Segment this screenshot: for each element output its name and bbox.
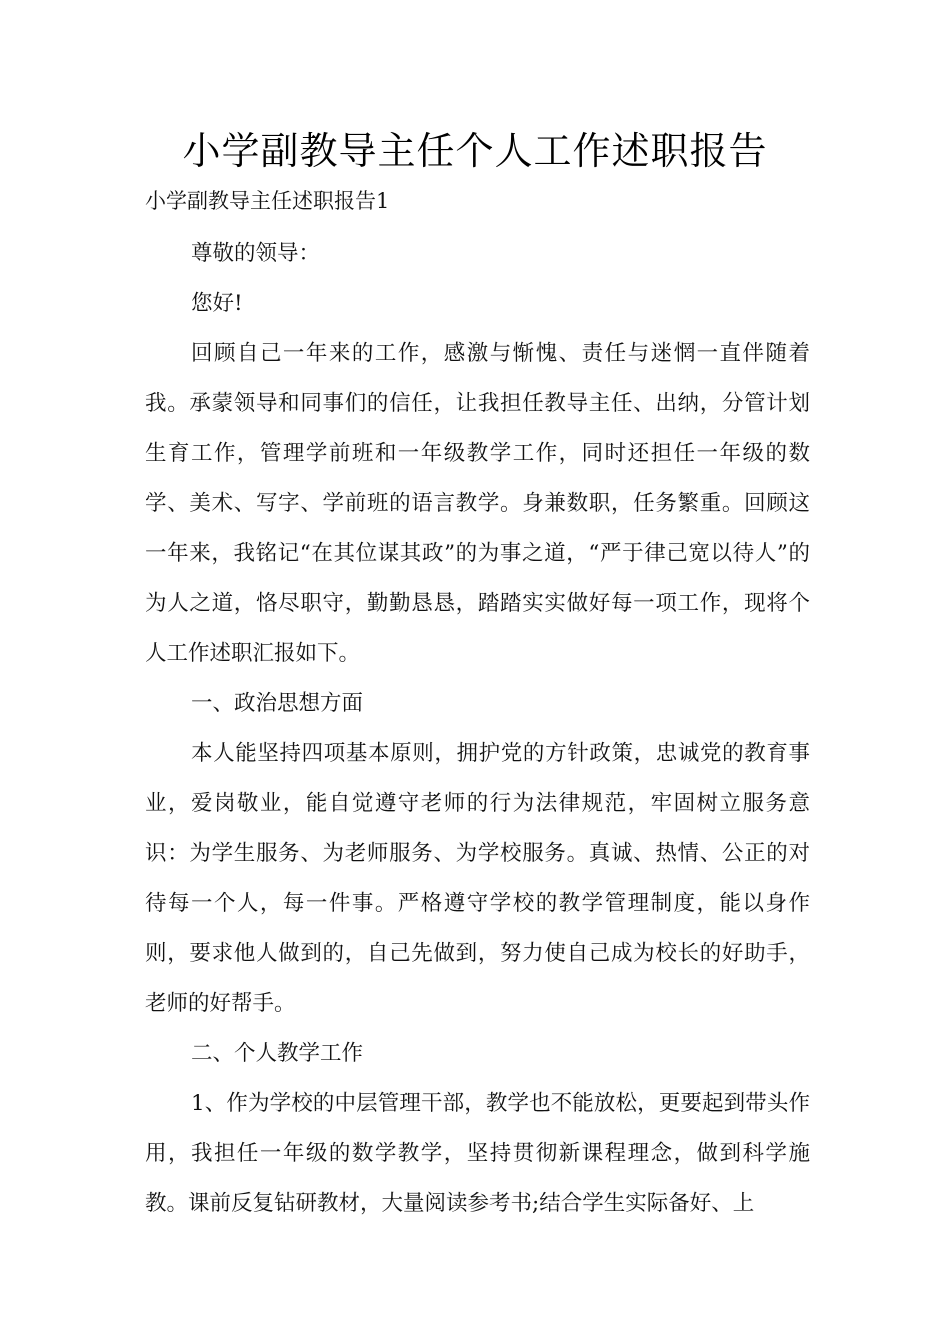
greeting: 您好!: [191, 291, 243, 316]
document-title: 小学副教导主任个人工作述职报告: [182, 129, 768, 173]
teaching-paragraph: 1、作为学校的中层管理干部，教学也不能放松，更要起到带头作用，我担任一年级的数学教学，坚持贯彻新课程理念，做到科学施教。课前反复钻研教材，大量阅读参考书;结合学生实际备好、上: [145, 1091, 810, 1216]
salutation: 尊敬的领导：: [191, 241, 321, 266]
section-heading-teaching: 二、个人教学工作: [191, 1041, 364, 1066]
political-paragraph: 本人能坚持四项基本原则，拥护党的方针政策，忠诚党的教育事业，爱岗敬业，能自觉遵守老师的行为法律规范，牢固树立服务意识：为学生服务、为老师服务、为学校服务。真诚、热情、公正的对待每一个人，每一件事。严格遵守学校的教学管理制度，能以身作则，要求他人做到的，自己先做到，努力使自己成为校长的好助手，老师的好帮手。: [145, 741, 810, 1016]
section-heading-political: 一、政治思想方面: [191, 691, 364, 716]
document-body: [145, 229, 810, 1229]
document-subtitle: 小学副教导主任述职报告1: [145, 189, 390, 213]
intro-paragraph: 回顾自己一年来的工作，感激与惭愧、责任与迷惘一直伴随着我。承蒙领导和同事们的信任，让我担任教导主任、出纳，分管计划生育工作，管理学前班和一年级教学工作，同时还担任一年级的数学、美术、写字、学前班的语言教学。身兼数职，任务繁重。回顾这一年来，我铭记“在其位谋其政”的为事之道，“严于律己宽以待人”的为人之道，恪尽职守，勤勤恳恳，踏踏实实做好每一项工作，现将个人工作述职汇报如下。: [145, 341, 810, 666]
